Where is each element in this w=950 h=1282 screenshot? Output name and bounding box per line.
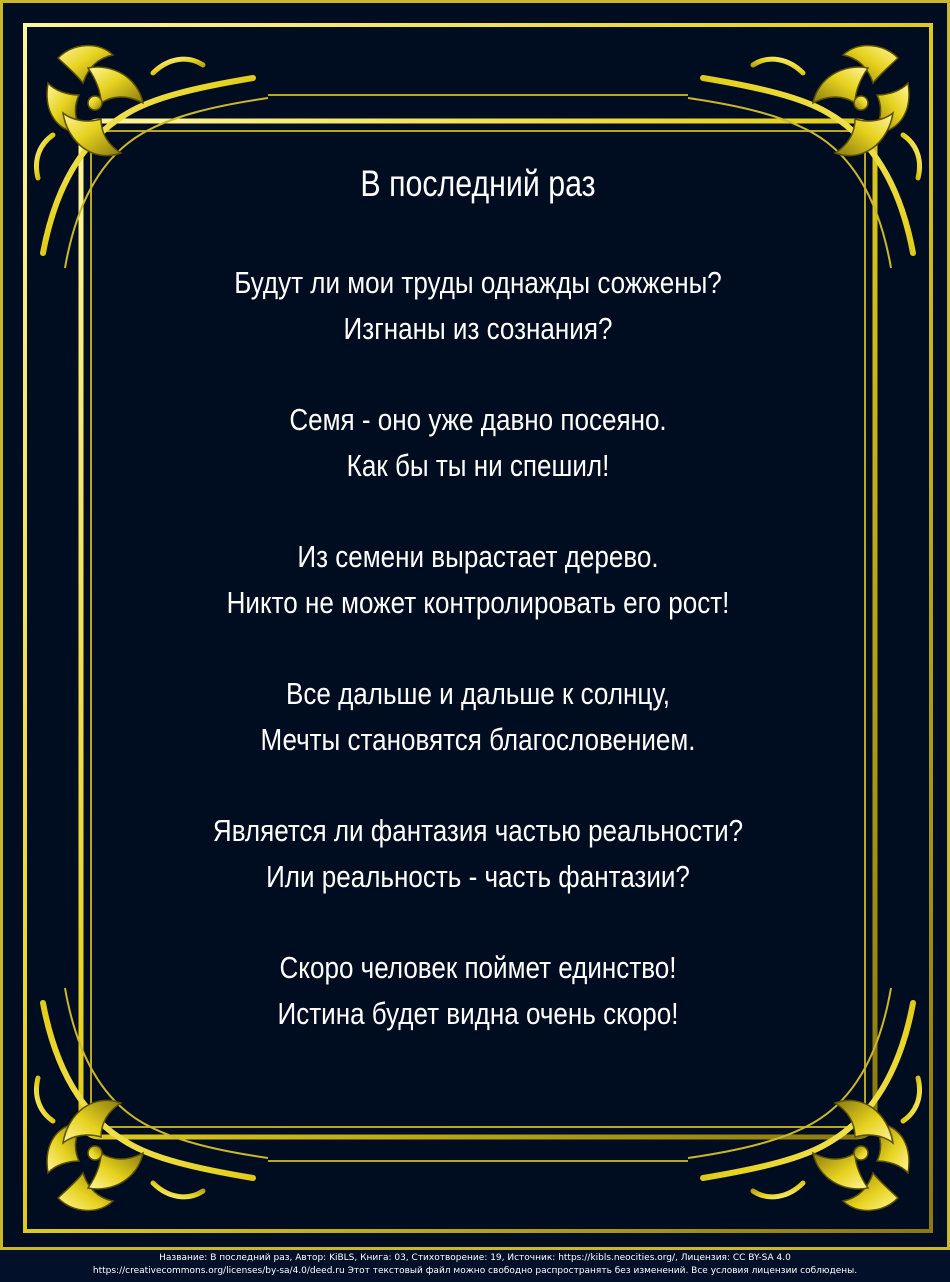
poem-line: Все дальше и дальше к солнцу, — [286, 676, 670, 711]
poem — [3, 163, 950, 1082]
poem-line: Мечты становятся благословением. — [260, 722, 696, 757]
poem-line: Скоро человек поймет единство! — [279, 950, 677, 985]
poem-line: Семя - оно уже давно посеяно. — [289, 402, 667, 437]
stanza-4 — [3, 671, 950, 763]
footer-line-metadata: Название: В последний раз, Автор: KiBLS, Книга: 03, Стихотворение: 19, Источник: https://kibls.neocities.org/, Лицензия: CC BY-SA 4.0 — [159, 1253, 791, 1263]
license-footer — [0, 1252, 950, 1278]
poem-line: Никто не может контролировать его рост! — [226, 585, 730, 620]
poem-line: Или реальность - часть фантазии? — [266, 859, 690, 894]
poem-line: Изгнаны из сознания? — [343, 311, 613, 346]
poem-line: Из семени вырастает дерево. — [297, 539, 659, 574]
stanza-5 — [3, 808, 950, 900]
poem-title: В последний раз — [360, 163, 596, 204]
stanza-3 — [3, 534, 950, 626]
poem-line: Истина будет видна очень скоро! — [277, 996, 679, 1031]
poem-line: Будут ли мои труды однажды сожжены? — [234, 265, 722, 300]
stanza-2 — [3, 397, 950, 489]
poem-line: Как бы ты ни спешил! — [346, 448, 610, 483]
footer-line-license: https://creativecommons.org/licenses/by-sa/4.0/deed.ru Этот текстовый файл можно свободно распространять без изменений. Все условия лицензии соблюдены. — [92, 1266, 858, 1276]
stanza-6 — [3, 945, 950, 1037]
stanza-1 — [3, 260, 950, 352]
poem-line: Является ли фантазия частью реальности? — [212, 813, 744, 848]
